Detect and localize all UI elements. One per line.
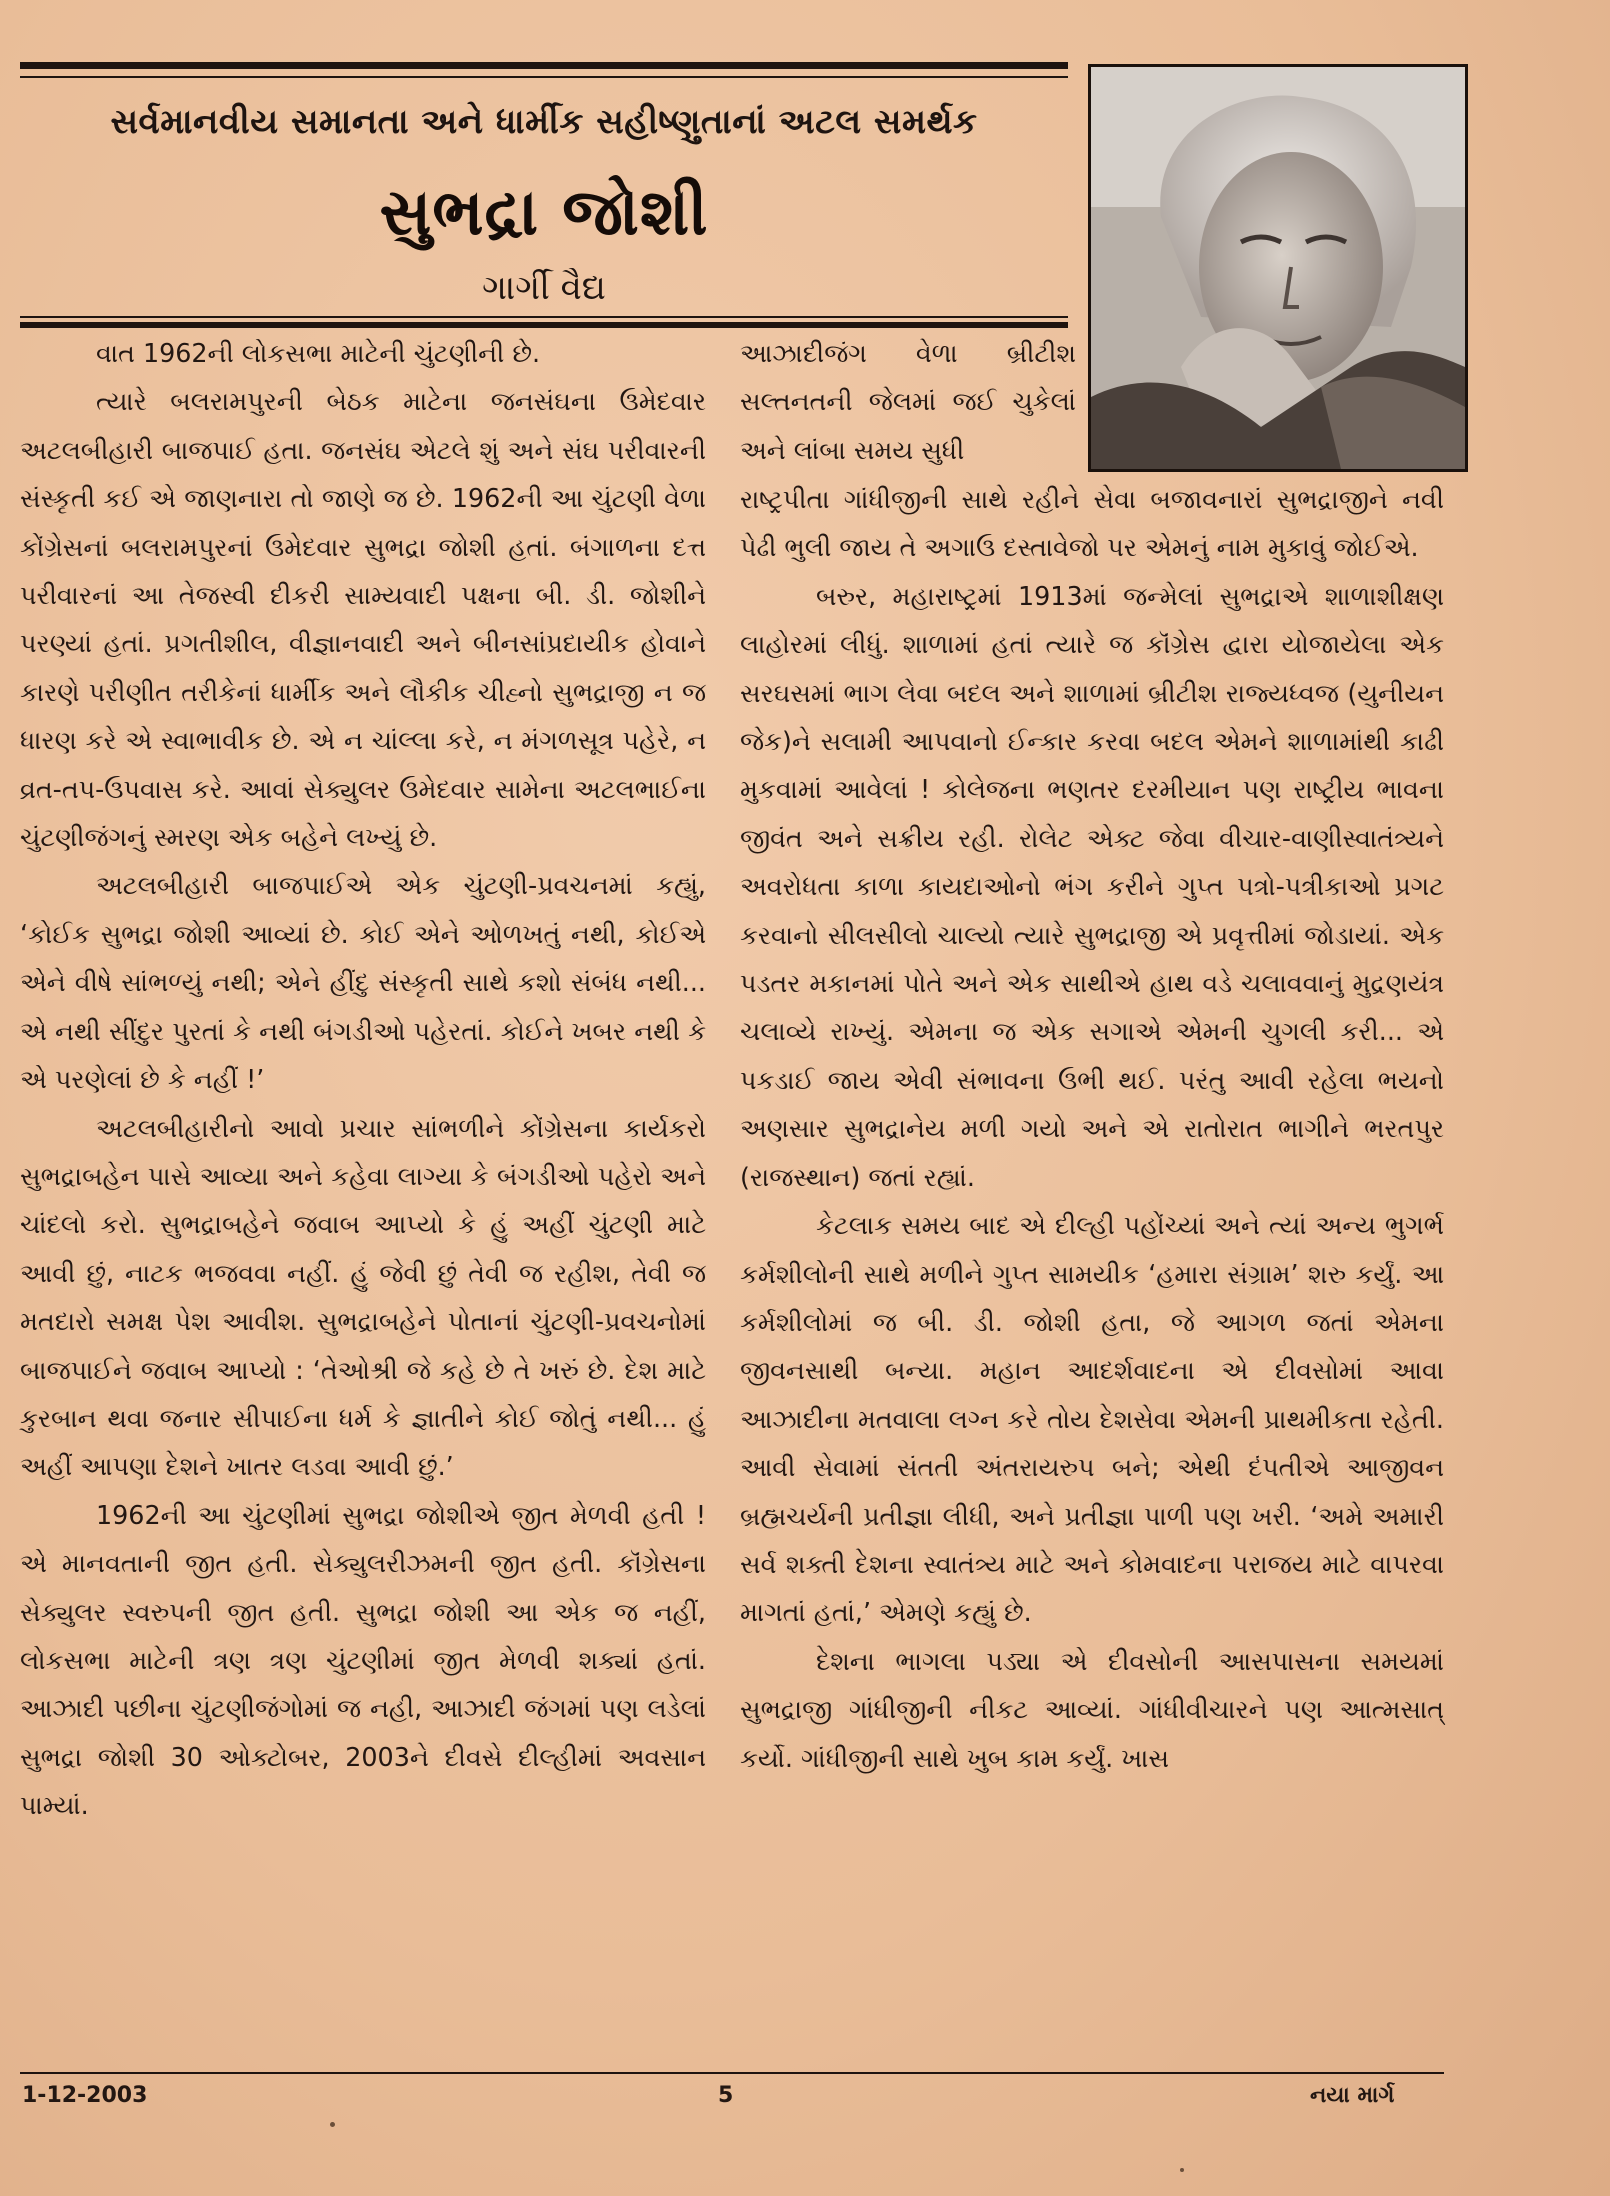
paragraph: ત્યારે બલરામપુરની બેઠક માટેના જનસંઘના ઉમેદવાર અટલબીહારી બાજપાઈ હતા. જનસંઘ એટલે શું અને સંઘ પરીવારની સંસ્કૃતી કઈ એ જાણનારા તો જાણે જ છે. 1962ની આ ચુંટણી વેળા કોંગ્રેસનાં બલરામપુરનાં ઉમેદવાર સુભદ્રા જોશી હતાં. બંગાળના દત્ત પરીવારનાં આ તેજસ્વી દીકરી સામ્યવાદી પક્ષના બી. ડી. જોશીને પરણ્યાં હતાં. પ્રગતીશીલ, વીજ્ઞાનવાદી અને બીનસાંપ્રદાયીક હોવાને કારણે પરીણીત તરીકેનાં ધાર્મીક અને લૌકીક ચીહ્નો સુભદ્રાજી ન જ ધારણ કરે એ સ્વાભાવીક છે. એ ન ચાંલ્લા કરે, ન મંગળસૂત્ર પહેરે, ન વ્રત-તપ-ઉપવાસ કરે. આવાં સેક્યુલર ઉમેદવાર સામેના અટલભાઈના ચુંટણીજંગનું સ્મરણ એક બહેને લખ્યું છે. (20, 386, 706, 853)
article-author: ગાર્ગી વૈદ્ય (482, 268, 606, 308)
paragraph: અટલબીહારી બાજપાઈએ એક ચુંટણી-પ્રવચનમાં કહ્યું, ‘કોઈક સુભદ્રા જોશી આવ્યાં છે. કોઈ એને ઓળખતું નથી, કોઈએ એને વીષે સાંભળ્યું નથી; એને હીંદુ સંસ્કૃતી સાથે કશો સંબંધ નથી... એ નથી સીંદુર પુરતાં કે નથી બંગડીઓ પહેરતાં. કોઈને ખબર નથી કે એ પરણેલાં છે કે નહીં !’ (20, 870, 706, 1095)
portrait-icon (1091, 67, 1465, 469)
header-rule-thin (20, 316, 1068, 318)
article-kicker: સર્વમાનવીય સમાનતા અને ધાર્મીક સહીષ્ણુતાનાં અટલ સમર્થક (110, 102, 978, 142)
paragraph: બરુર, મહારાષ્ટ્રમાં 1913માં જન્મેલાં સુભદ્રાએ શાળાશીક્ષણ લાહોરમાં લીધું. શાળામાં હતાં ત્યારે જ કૉંગ્રેસ દ્વારા યોજાયેલા એક સરઘસમાં ભાગ લેવા બદલ અને શાળામાં બ્રીટીશ રાજ્યધ્વજ (યુનીયન જેક)ને સલામી આપવાનો ઈન્કાર કરવા બદલ એમને શાળામાંથી કાઢી મુકવામાં આવેલાં ! કોલેજના ભણતર દરમીયાન પણ રાષ્ટ્રીય ભાવના જીવંત અને સક્રીય રહી. રોલેટ એક્ટ જેવા વીચાર-વાણીસ્વાતંત્ર્યને અવરોધતા કાળા કાયદાઓનો ભંગ કરીને ગુપ્ત પત્રો-પત્રીકાઓ પ્રગટ કરવાનો સીલસીલો ચાલ્યો ત્યારે સુભદ્રાજી એ પ્રવૃત્તીમાં જોડાયાં. એક પડતર મકાનમાં પોતે અને એક સાથીએ હાથ વડે ચલાવવાનું મુદ્રણયંત્ર ચલાવ્યે રાખ્યું. એમના જ એક સગાએ એમની ચુગલી કરી... એ પકડાઈ જાય એવી સંભાવના ઉભી થઈ. પરંતુ આવી રહેલા ભયનો અણસાર સુભદ્રાનેય મળી ગયો અને એ રાતોરાત ભાગીને ભરતપુર (રાજસ્થાન) જતાં રહ્યાં. (740, 580, 1444, 1192)
article-text-left (20, 329, 706, 1830)
paper-spot (1180, 2168, 1184, 2172)
top-rule-thin (20, 76, 1068, 78)
paragraph: દેશના ભાગલા પડ્યા એ દીવસોની આસપાસના સમયમાં સુભદ્રાજી ગાંધીજીની નીકટ આવ્યાં. ગાંધીવીચારને પણ આત્મસાત્ કર્યો. ગાંધીજીની સાથે ખુબ કામ કર્યું. ખાસ (740, 1645, 1444, 1773)
footer-publication: નયા માર્ગ (1310, 2083, 1395, 2108)
paragraph: કેટલાક સમય બાદ એ દીલ્હી પહોંચ્યાં અને ત્યાં અન્ય ભુગર્ભ કર્મશીલોની સાથે મળીને ગુપ્ત સામયીક ‘હમારા સંગ્રામ’ શરુ કર્યું. આ કર્મશીલોમાં જ બી. ડી. જોશી હતા, જે આગળ જતાં એમના જીવનસાથી બન્યા. મહાન આદર્શવાદના એ દીવસોમાં આવા આઝાદીના મતવાલા લગ્ન કરે તોય દેશસેવા એમની પ્રાથમીકતા રહેતી. આવી સેવામાં સંતતી અંતરાયરુપ બને; એથી દંપતીએ આજીવન બ્રહ્મચર્યની પ્રતીજ્ઞા લીધી, અને પ્રતીજ્ઞા પાળી પણ ખરી. ‘અમે અમારી સર્વ શક્તી દેશના સ્વાતંત્ર્ય માટે અને કોમવાદના પરાજય માટે વાપરવા માગતાં હતાં,’ એમણે કહ્યું છે. (740, 1210, 1444, 1628)
paper-spot (330, 2122, 335, 2127)
article-text-right-top: આઝાદીજંગ વેળા બ્રીટીશ સલ્તનતની જેલમાં જઈ ચુકેલાં અને લાંબા સમય સુધી (740, 338, 1076, 465)
paragraph: અટલબીહારીનો આવો પ્રચાર સાંભળીને કોંગ્રેસના કાર્યકરો સુભદ્રાબહેન પાસે આવ્યા અને કહેવા લાગ્યા કે બંગડીઓ પહેરો અને ચાંદલો કરો. સુભદ્રાબહેને જવાબ આપ્યો કે હું અહીં ચુંટણી માટે આવી છું, નાટક ભજવવા નહીં. હું જેવી છું તેવી જ રહીશ, તેવી જ મતદારો સમક્ષ પેશ આવીશ. સુભદ્રાબહેને પોતાનાં ચુંટણી-પ્રવચનોમાં બાજપાઈને જવાબ આપ્યો : ‘તેઓશ્રી જે કહે છે તે ખરું છે. દેશ માટે કુરબાન થવા જનાર સીપાઈના ધર્મ કે જ્ઞાતીને કોઈ જોતું નથી... હું અહીં આપણા દેશને ખાતર લડવા આવી છું.’ (20, 1112, 706, 1482)
footer-date: 1-12-2003 (22, 2083, 148, 2108)
paragraph: વાત 1962ની લોકસભા માટેની ચુંટણીની છે. (96, 338, 541, 368)
bottom-rule (20, 2072, 1444, 2074)
paragraph: રાષ્ટ્રપીતા ગાંધીજીની સાથે રહીને સેવા બજાવનારાં સુભદ્રાજીને નવી પેઢી ભુલી જાય તે અગાઉ દસ્તાવેજો પર એમનું નામ મુકાવું જોઈએ. (740, 484, 1444, 563)
article-title: સુભદ્રા જોશી (379, 176, 709, 250)
header-rule-thick (20, 322, 1068, 328)
portrait-photo (1088, 64, 1468, 472)
top-rule-thick (20, 62, 1068, 69)
paragraph: 1962ની આ ચુંટણીમાં સુભદ્રા જોશીએ જીત મેળવી હતી ! એ માનવતાની જીત હતી. સેક્યુલરીઝમની જીત હતી. કૉંગ્રેસના સેક્યુલર સ્વરુપની જીત હતી. સુભદ્રા જોશી આ એક જ નહીં, લોકસભા માટેની ત્રણ ત્રણ ચુંટણીમાં જીત મેળવી શક્યાં હતાં. આઝાદી પછીના ચુંટણીજંગોમાં જ નહી, આઝાદી જંગમાં પણ લડેલાં સુભદ્રા જોશી 30 ઓક્ટોબર, 2003ને દીવસે દીલ્હીમાં અવસાન પામ્યાં. (20, 1499, 706, 1821)
footer-page-number: 5 (718, 2083, 734, 2108)
article-text-right (740, 475, 1444, 1782)
